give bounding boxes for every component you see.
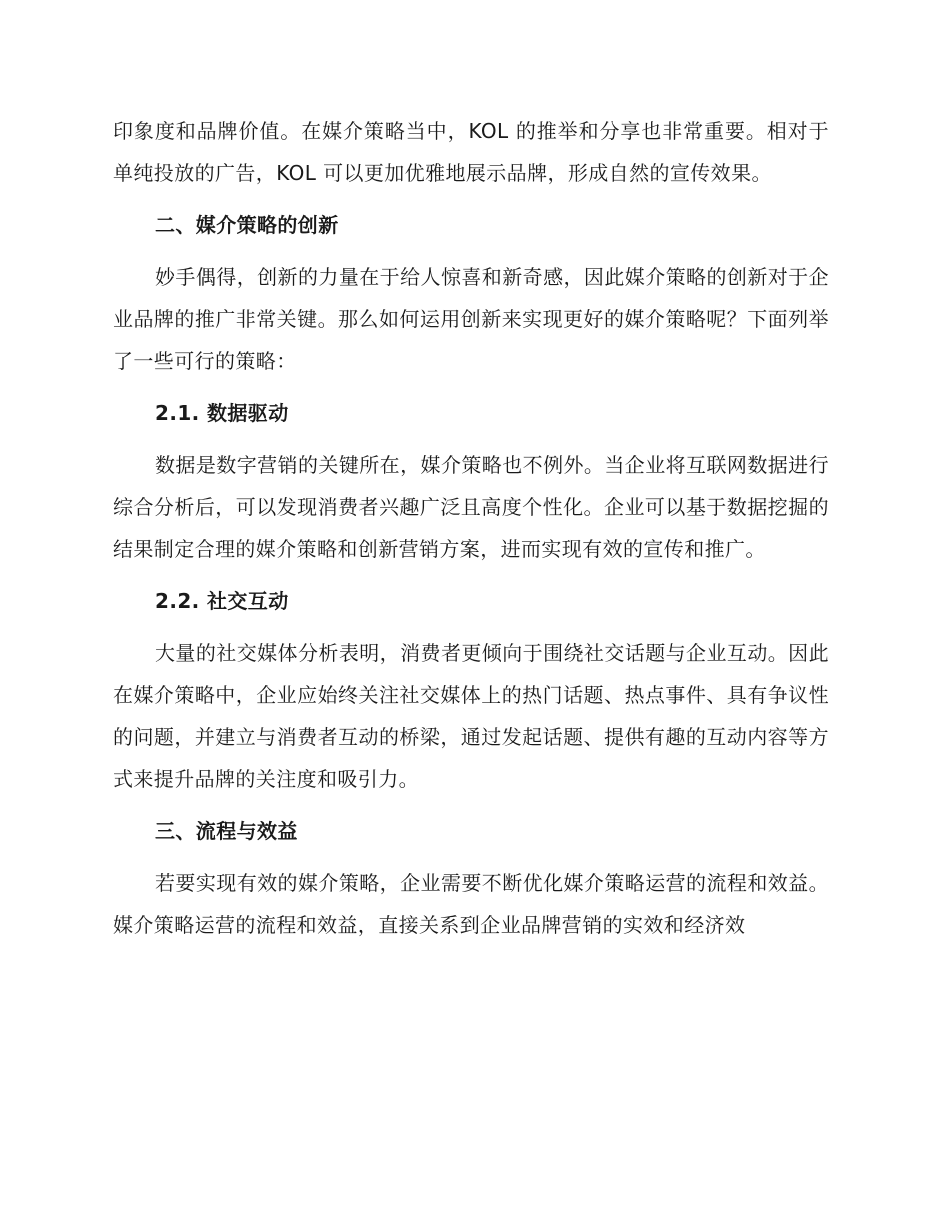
paragraph-data-driven: 数据是数字营销的关键所在，媒介策略也不例外。当企业将互联网数据进行综合分析后，可以发现消费者兴趣广泛且高度个性化。企业可以基于数据挖掘的结果制定合理的媒介策略和创新营销方案，进而实现有效的宣传和推广。 <box>113 453 829 561</box>
section-heading-media-innovation: 二、媒介策略的创新 <box>155 213 339 237</box>
subsection-heading-data-driven: 2.1. 数据驱动 <box>155 401 289 425</box>
document-body <box>113 110 829 956</box>
subsection-heading-social-interaction: 2.2. 社交互动 <box>155 589 289 613</box>
paragraph-process-benefit: 若要实现有效的媒介策略，企业需要不断优化媒介策略运营的流程和效益。媒介策略运营的流程和效益，直接关系到企业品牌营销的实效和经济效 <box>113 871 829 937</box>
paragraph-innovation-intro: 妙手偶得，创新的力量在于给人惊喜和新奇感，因此媒介策略的创新对于企业品牌的推广非常关键。那么如何运用创新来实现更好的媒介策略呢？下面列举了一些可行的策略： <box>113 265 829 373</box>
section-heading-process-benefit: 三、流程与效益 <box>155 819 298 843</box>
paragraph-social-interaction: 大量的社交媒体分析表明，消费者更倾向于围绕社交话题与企业互动。因此在媒介策略中，企业应始终关注社交媒体上的热门话题、热点事件、具有争议性的问题，并建立与消费者互动的桥梁，通过发起话题、提供有趣的互动内容等方式来提升品牌的关注度和吸引力。 <box>113 641 829 791</box>
paragraph-kol: 印象度和品牌价值。在媒介策略当中，KOL 的推举和分享也非常重要。相对于单纯投放的广告，KOL 可以更加优雅地展示品牌，形成自然的宣传效果。 <box>113 119 829 185</box>
